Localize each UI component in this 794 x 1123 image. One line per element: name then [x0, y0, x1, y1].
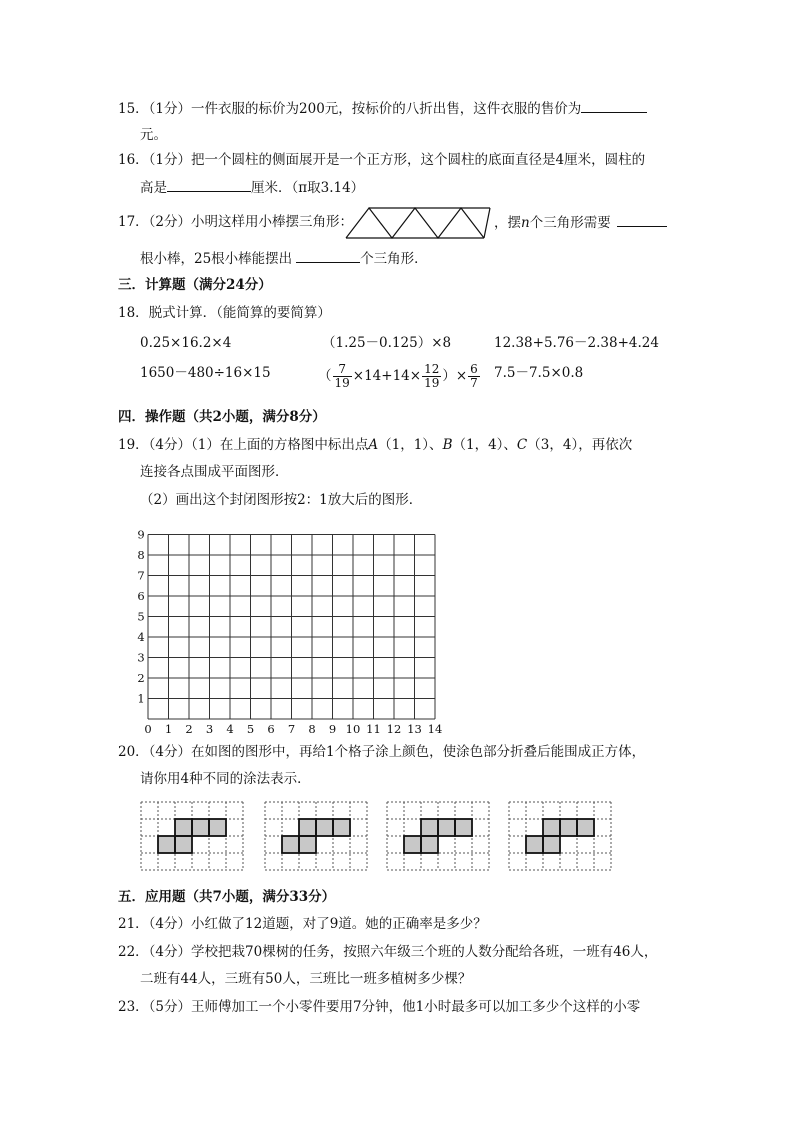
x-axis-tick-label: 4	[226, 722, 234, 736]
fraction-12-19	[422, 363, 441, 390]
x-axis-tick-label: 6	[267, 722, 275, 736]
q15-answer-blank[interactable]	[581, 98, 647, 113]
q17-var-n: n	[521, 215, 530, 231]
section-5-title: 五．应用题（共7小题，满分33分）	[118, 889, 336, 905]
shaded-cell	[175, 836, 192, 853]
q21-number: 21．（4分）	[118, 916, 192, 932]
q15-text: 一件衣服的标价为200元，按标价的八折出售，这件衣服的售价为	[191, 101, 582, 117]
shaded-cell	[209, 819, 226, 836]
triangle-end-stick	[484, 208, 490, 238]
q17-text-a: 小明这样用小棒摆三角形：	[191, 214, 354, 230]
q17-line1	[118, 212, 353, 232]
x-axis-tick-label: 12	[386, 722, 402, 736]
q20-line2: 请你用4种不同的涂法表示．	[140, 771, 311, 787]
q19-line1	[118, 435, 632, 455]
cube-net-figure-3[interactable]	[384, 798, 492, 876]
shaded-cell	[526, 836, 543, 853]
expr5-open-paren: （	[318, 368, 332, 384]
shaded-cell	[543, 836, 560, 853]
shaded-cell	[299, 836, 316, 853]
shaded-cell	[560, 819, 577, 836]
y-axis-tick-label: 7	[137, 568, 145, 583]
q17-line2-prefix: 根小棒，25根小棒能摆出	[140, 251, 293, 267]
x-axis-tick-label: 1	[164, 722, 173, 736]
q16-text: 把一个圆柱的侧面展开是一个正方形，这个圆柱的底面直径是4厘米，圆柱的	[191, 152, 646, 168]
q19-line3: （2）画出这个封闭图形按2：1放大后的图形．	[140, 492, 423, 508]
point-a-coord: （1，1）、	[378, 437, 443, 453]
x-axis-tick-label: 7	[287, 722, 296, 736]
fraction-denominator: 19	[424, 376, 440, 390]
q16-line2-prefix: 高是	[140, 180, 167, 196]
shaded-cell	[421, 836, 438, 853]
y-axis-tick-label: 8	[137, 548, 145, 562]
x-axis-tick-label: 0	[144, 722, 152, 736]
expr5-middle: ×14+14×	[352, 368, 422, 384]
q17-answer-blank-2[interactable]	[296, 248, 360, 263]
shaded-cell	[543, 819, 560, 836]
expr5-close: ）×	[442, 368, 468, 384]
y-axis-tick-label: 9	[137, 527, 145, 542]
fraction-denominator: 19	[334, 376, 350, 390]
coordinate-grid[interactable]	[130, 518, 455, 738]
q18-expr-5	[318, 356, 481, 396]
point-b-coord: （1，4）、	[452, 437, 517, 453]
x-axis-tick-label: 2	[185, 722, 193, 736]
triangle-zigzag	[346, 208, 484, 238]
q16-line2	[140, 177, 364, 198]
q18-line1	[118, 303, 331, 323]
q16-line1	[118, 150, 645, 170]
fraction-numerator: 12	[424, 362, 440, 376]
x-axis-tick-label: 14	[427, 722, 443, 736]
shaded-cell	[158, 836, 175, 853]
point-a-label: A	[368, 437, 379, 453]
y-axis-tick-label: 3	[137, 650, 145, 665]
shaded-cell	[282, 836, 299, 853]
shaded-cell	[192, 819, 209, 836]
q20-number: 20．（4分）	[118, 744, 192, 760]
fraction-numerator: 6	[470, 362, 478, 376]
cube-net-figure-4[interactable]	[506, 798, 614, 876]
q20-text: 在如图的图形中，再给1个格子涂上颜色，使涂色部分折叠后能围成正方体，	[191, 744, 646, 760]
q16-number: 16．（1分）	[118, 152, 192, 168]
q18-expr-1: 0.25×16.2×4	[140, 335, 232, 351]
x-axis-tick-label: 5	[246, 722, 255, 736]
y-axis-tick-label: 1	[137, 691, 145, 706]
x-axis-tick-label: 11	[366, 722, 381, 736]
triangle-sticks-figure	[342, 205, 494, 241]
cube-net-figure-2[interactable]	[262, 798, 370, 876]
shaded-cell	[577, 819, 594, 836]
fraction-7-19	[333, 363, 352, 390]
q19-number: 19．（4分）	[118, 437, 192, 453]
q15-tail: 元。	[140, 127, 167, 143]
shaded-cell	[455, 819, 472, 836]
q16-line2-suffix: 厘米．（π取3.14）	[251, 180, 365, 196]
x-axis-tick-label: 13	[407, 722, 422, 736]
shaded-cell	[333, 819, 350, 836]
q17-line1-right	[494, 212, 667, 233]
x-axis-tick-label: 8	[308, 722, 316, 736]
shaded-cell	[438, 819, 455, 836]
q18-expr-3: 12.38+5.76－2.38+4.24	[494, 335, 659, 351]
fraction-numerator: 7	[333, 363, 352, 377]
q18-expr-4: 1650－480÷16×15	[140, 365, 271, 381]
q17-text-b: ，摆	[494, 215, 521, 231]
shaded-cell	[316, 819, 333, 836]
q18-number: 18．	[118, 305, 149, 321]
q18-expr-2: （1.25－0.125）×8	[322, 335, 452, 351]
q17-line2	[140, 248, 428, 269]
x-axis-tick-label: 10	[345, 722, 361, 736]
q15-number: 15．（1分）	[118, 101, 192, 117]
q19-line2: 连接各点围成平面图形．	[140, 464, 289, 480]
fraction-6-7	[468, 363, 480, 390]
q17-text-c: 个三角形需要	[529, 215, 611, 231]
q15-line1	[118, 98, 647, 119]
q22-text: 学校把栽70棵树的任务，按照六年级三个班的人数分配给各班，一班有46人，	[191, 944, 658, 960]
q23-line1	[118, 997, 640, 1017]
q21-line1	[118, 914, 487, 934]
cube-net-figure-1[interactable]	[138, 798, 246, 876]
q18-text: 脱式计算．（能简算的要简算）	[148, 305, 331, 321]
q19-text-a: （1）在上面的方格图中标出点	[191, 437, 369, 453]
y-axis-tick-label: 5	[137, 609, 145, 624]
shaded-cell	[421, 819, 438, 836]
section-3-title: 三．计算题（满分24分）	[118, 277, 272, 293]
y-axis-tick-label: 2	[137, 671, 145, 685]
point-c-label: C	[516, 437, 528, 453]
q21-text: 小红做了12道题，对了9道。她的正确率是多少？	[191, 916, 487, 932]
y-axis-tick-label: 6	[137, 589, 145, 603]
q22-line2: 二班有44人，三班有50人，三班比一班多植树多少棵？	[140, 971, 472, 987]
shaded-cell	[299, 819, 316, 836]
q17-answer-blank-1[interactable]	[617, 212, 667, 227]
fraction-denominator: 7	[470, 376, 478, 390]
q23-number: 23．（5分）	[118, 999, 192, 1015]
shaded-cell	[404, 836, 421, 853]
q18-expr-6: 7.5－7.5×0.8	[494, 365, 584, 381]
q17-number: 17．（2分）	[118, 214, 192, 230]
q22-number: 22．（4分）	[118, 944, 192, 960]
q17-line2-suffix: 个三角形．	[360, 251, 428, 267]
q16-answer-blank[interactable]	[167, 177, 251, 192]
y-axis-tick-label: 4	[137, 630, 145, 644]
x-axis-tick-label: 9	[328, 722, 337, 736]
point-c-coord: （3，4），再依次	[527, 437, 633, 453]
section-4-title: 四．操作题（共2小题，满分8分）	[118, 409, 326, 425]
point-b-label: B	[442, 437, 453, 453]
q20-line1	[118, 742, 645, 762]
q23-text: 王师傅加工一个小零件要用7分钟，他1小时最多可以加工多少个这样的小零	[191, 999, 641, 1015]
x-axis-tick-label: 3	[205, 722, 214, 736]
q22-line1	[118, 942, 657, 962]
shaded-cell	[175, 819, 192, 836]
